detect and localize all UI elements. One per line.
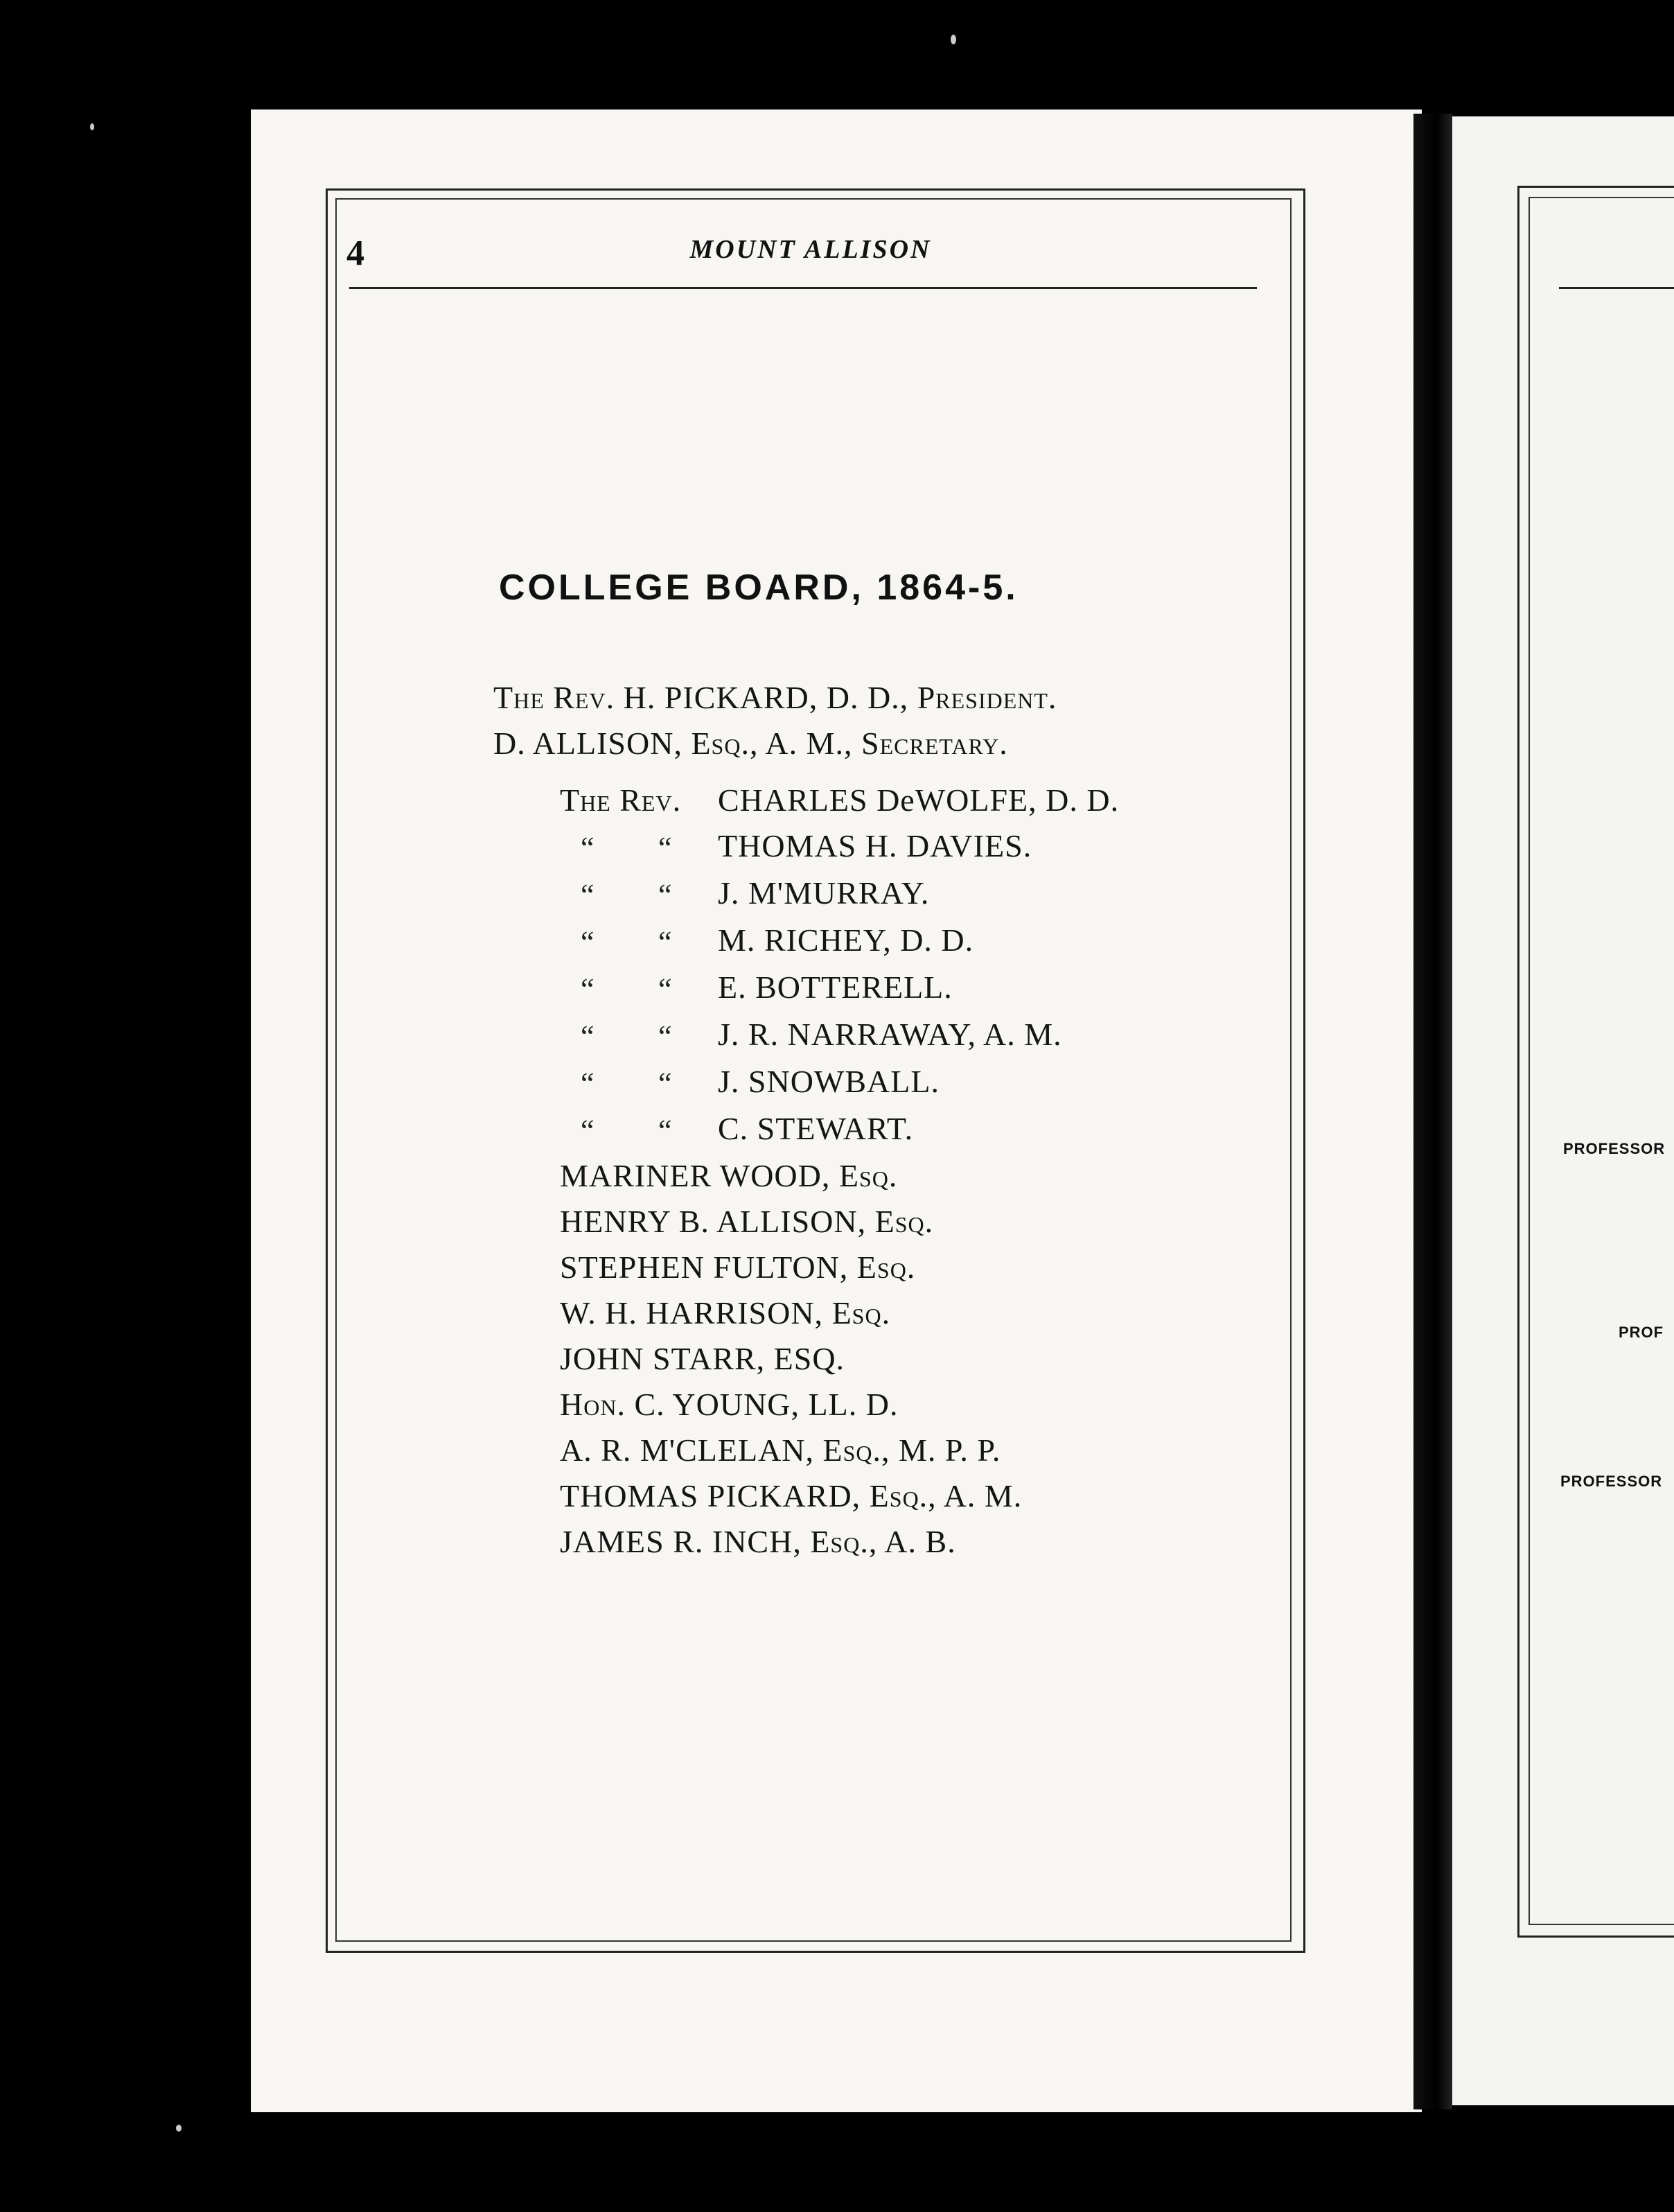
header-rule xyxy=(349,287,1257,289)
reverend-item: E. BOTTERELL. xyxy=(718,969,953,1005)
layman-item xyxy=(560,1294,890,1331)
page-number: 4 xyxy=(346,234,364,273)
right-page-header-rule xyxy=(1559,287,1674,289)
layman-name: STEPHEN FULTON, xyxy=(560,1249,849,1285)
ditto-mark: “ xyxy=(658,1019,672,1053)
layman-suffix: Esq., A. B. xyxy=(810,1524,956,1559)
ditto-mark: “ xyxy=(581,1019,594,1053)
reverend-item: J. M'MURRAY. xyxy=(718,875,930,911)
ditto-mark: “ xyxy=(658,925,672,959)
reverend-item: J. R. NARRAWAY, A. M. xyxy=(718,1017,1062,1052)
layman-item xyxy=(560,1386,898,1423)
layman-item xyxy=(560,1477,1022,1514)
layman-prefix: Hon. xyxy=(560,1387,626,1422)
reverend-item: C. STEWART. xyxy=(718,1111,914,1146)
layman-name: MARINER WOOD, xyxy=(560,1158,831,1193)
officer-secretary xyxy=(493,725,1008,762)
ditto-mark: “ xyxy=(658,878,672,912)
scan-speck xyxy=(951,35,956,44)
layman-name: JOHN STARR, ESQ. xyxy=(560,1341,845,1376)
book-gutter xyxy=(1413,114,1452,2109)
officer-name: H. PICKARD, D. D., xyxy=(623,680,909,715)
layman-name: THOMAS PICKARD, xyxy=(560,1478,861,1513)
right-page-label-3: PROFESSOR xyxy=(1560,1473,1663,1490)
layman-name: W. H. HARRISON, xyxy=(560,1295,824,1331)
reverend-prefix xyxy=(560,782,681,818)
officer-name: D. ALLISON, xyxy=(493,726,682,761)
layman-name: HENRY B. ALLISON, xyxy=(560,1204,867,1239)
layman-suffix: Esq., A. M. xyxy=(869,1478,1023,1513)
layman-item xyxy=(560,1340,845,1377)
ditto-mark: “ xyxy=(581,878,594,912)
layman-item xyxy=(560,1157,897,1194)
layman-suffix: Esq. xyxy=(831,1295,891,1331)
ditto-mark: “ xyxy=(581,831,594,865)
officer-prefix: The Rev. xyxy=(493,680,615,715)
ditto-mark: “ xyxy=(581,1114,594,1148)
layman-name: C. YOUNG, LL. D. xyxy=(634,1387,899,1422)
running-head: MOUNT ALLISON xyxy=(689,235,932,264)
ditto-mark: “ xyxy=(581,925,594,959)
right-page-label-1: PROFESSOR xyxy=(1563,1140,1666,1157)
officer-role: Secretary. xyxy=(861,726,1008,761)
ditto-mark: “ xyxy=(658,831,672,865)
right-page-label-2: PROF xyxy=(1619,1324,1664,1341)
scan-speck xyxy=(176,2125,182,2132)
layman-item xyxy=(560,1203,933,1240)
layman-suffix: Esq., M. P. P. xyxy=(822,1432,1001,1468)
reverend-item: CHARLES DeWOLFE, D. D. xyxy=(718,782,1120,818)
reverend-item: THOMAS H. DAVIES. xyxy=(718,828,1032,863)
ditto-mark: “ xyxy=(658,1066,672,1100)
layman-name: A. R. M'CLELAN, xyxy=(560,1432,815,1468)
reverend-item: M. RICHEY, D. D. xyxy=(718,922,974,958)
layman-suffix: Esq. xyxy=(838,1158,898,1193)
layman-name: JAMES R. INCH, xyxy=(560,1524,802,1559)
layman-item xyxy=(560,1523,956,1560)
ditto-mark: “ xyxy=(581,1066,594,1100)
page-title: COLLEGE BOARD, 1864-5. xyxy=(499,568,1019,608)
reverend-item: J. SNOWBALL. xyxy=(718,1064,940,1099)
ditto-mark: “ xyxy=(658,1114,672,1148)
officer-role: President. xyxy=(917,680,1057,715)
right-page-frame-inner xyxy=(1528,197,1674,1925)
ditto-mark: “ xyxy=(581,972,594,1006)
officer-suffix: Esq., A. M., xyxy=(691,726,853,761)
layman-suffix: Esq. xyxy=(856,1249,916,1285)
officer-president xyxy=(493,679,1057,716)
layman-item xyxy=(560,1432,1001,1468)
scan-speck xyxy=(90,123,94,130)
reverend-prefix-text: The Rev. xyxy=(560,782,682,818)
layman-item xyxy=(560,1249,915,1285)
ditto-mark: “ xyxy=(658,972,672,1006)
layman-suffix: Esq. xyxy=(874,1204,934,1239)
